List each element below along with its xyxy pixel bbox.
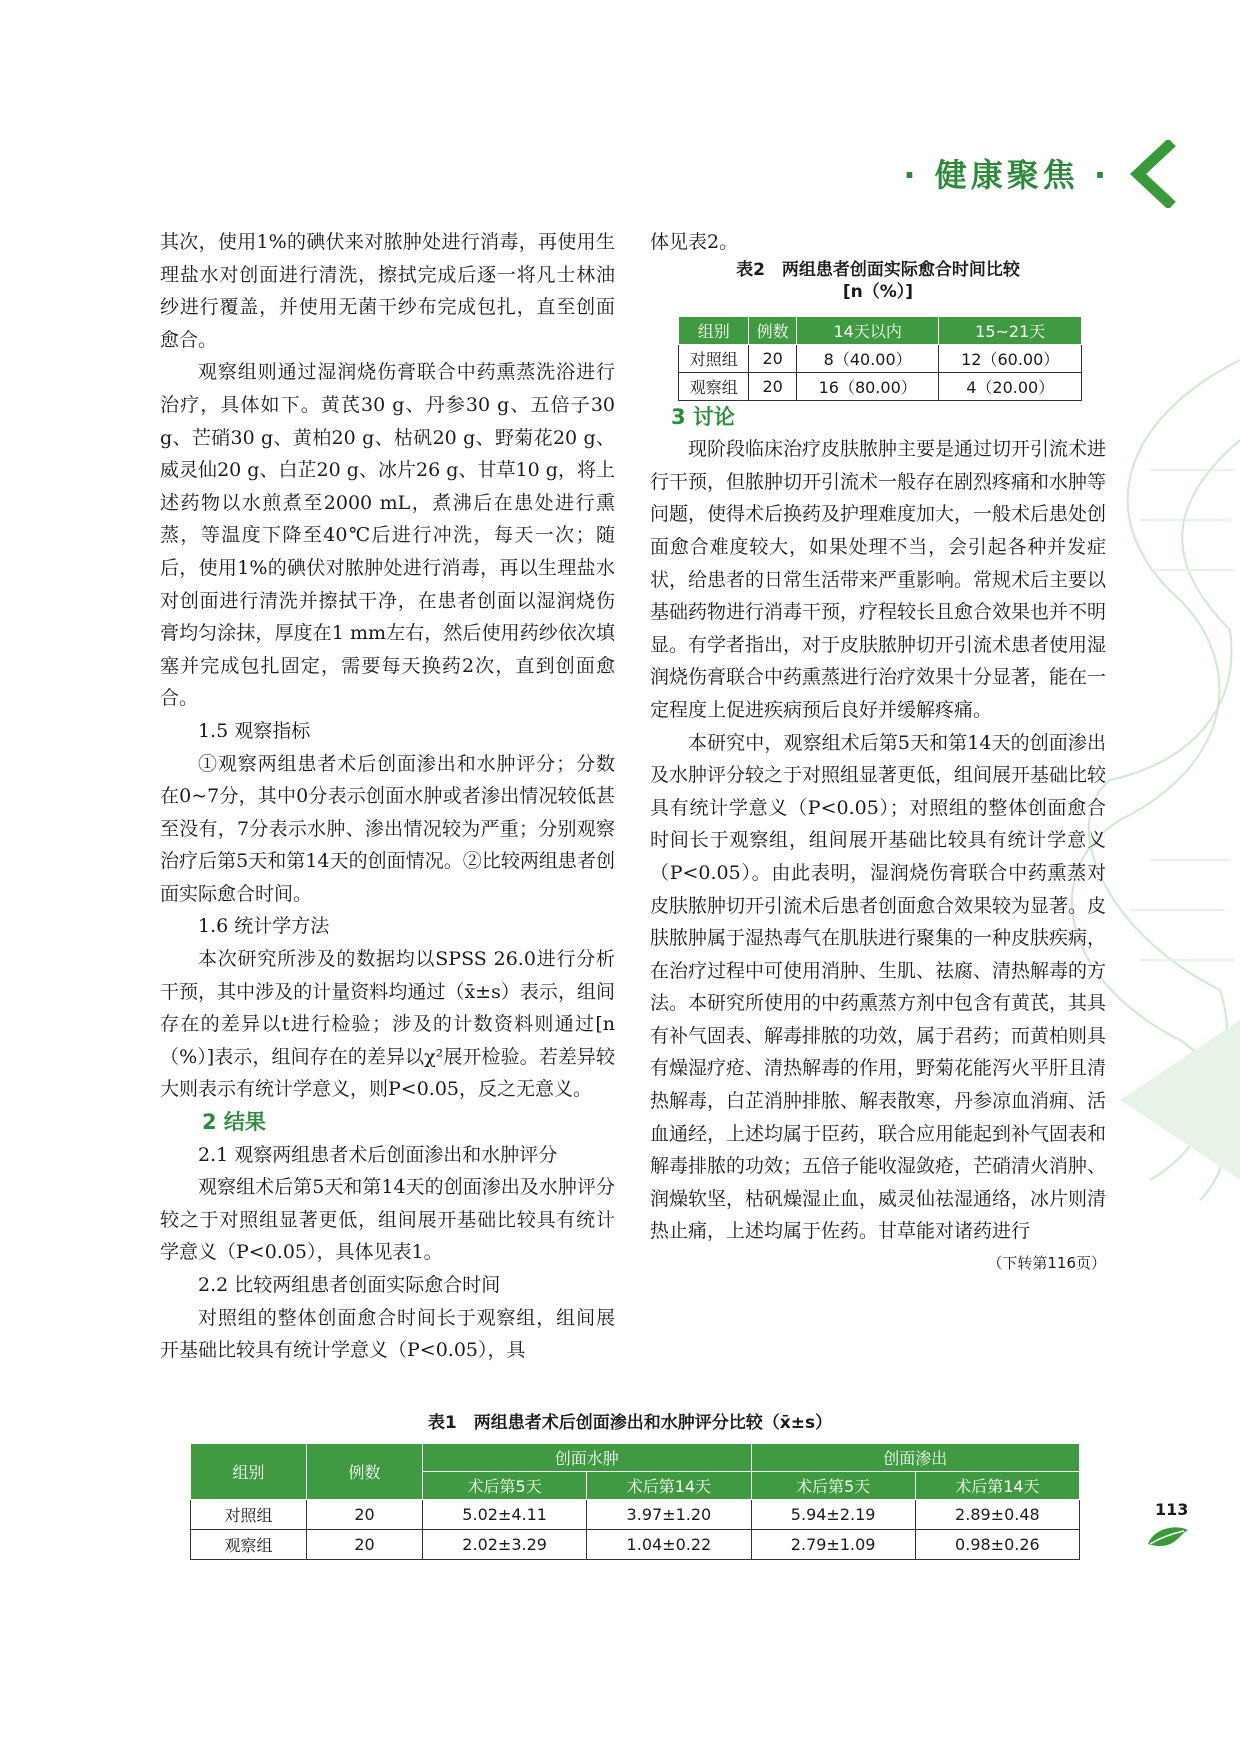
table-cell: 2.89±0.48 [915, 1500, 1079, 1530]
section-3-title: 3 讨论 [671, 404, 735, 429]
table-cell: 20 [307, 1530, 423, 1560]
table-cell: 20 [307, 1500, 423, 1530]
table-header-cell: 术后第14天 [587, 1472, 751, 1500]
chevron-left-icon [1124, 140, 1180, 208]
table-1 [190, 1443, 1080, 1560]
table-cell: 0.98±0.26 [915, 1530, 1079, 1560]
table-header-cell: 术后第5天 [751, 1472, 915, 1500]
paragraph: 本次研究所涉及的数据均以SPSS 26.0进行分析干预，其中涉及的计量资料均通过（x̄±s）表示，组间存在的差异以t进行检验；涉及的计数资料则通过[n（%）]表示，组间存在的差异以χ²展开检验。若差异较大则表示有统计学意义，则P<0.05，反之无意义。 [160, 948, 615, 1101]
table-cell: 16（80.00） [796, 373, 939, 401]
paragraph: 对照组的整体创面愈合时间长于观察组，组间展开基础比较具有统计学意义（P<0.05），具 [160, 1306, 615, 1362]
table-2-caption-title: 表2 两组患者创面实际愈合时间比较 [736, 259, 1020, 280]
table-header-cell: 例数 [749, 317, 796, 345]
paragraph: 其次，使用1%的碘伏来对脓肿处进行消毒，再使用生理盐水对创面进行清洗，擦拭完成后逐一将凡士林油纱进行覆盖，并使用无菌干纱布完成包扎，直至创面愈合。 [160, 231, 615, 351]
table-cell: 12（60.00） [939, 345, 1082, 373]
table-cell: 观察组 [191, 1530, 307, 1560]
paragraph: ①观察两组患者术后创面渗出和水肿评分；分数在0~7分，其中0分表示创面水肿或者渗出情况较低甚至没有，7分表示水肿、渗出情况较为严重；分别观察治疗后第5天和第14天的创面情况。②比较两组患者创面实际愈合时间。 [160, 752, 615, 905]
leaf-icon [1146, 1524, 1190, 1550]
table-row [191, 1500, 1080, 1530]
continued-note: （下转第116页） [987, 1254, 1106, 1273]
table-cell: 2.79±1.09 [751, 1530, 915, 1560]
section-header: · 健康聚焦 · [903, 156, 1110, 194]
paragraph: 体见表2。 [650, 231, 739, 253]
paragraph: 观察组则通过湿润烧伤膏联合中药熏蒸洗浴进行治疗，具体如下。黄芪30 g、丹参30 g、五倍子30 g、芒硝30 g、黄柏20 g、枯矾20 g、野菊花20 g、威灵仙20 g、白芷20 g、冰片26 g、甘草10 g，将上述药物以水煎煮至2000 mL，煮沸后在患处进行熏蒸，等温度下降至40℃后进行冲洗，每天一次；随后，使用1%的碘伏对脓肿处进行消毒，再以生理盐水对创面进行清洗并擦拭干净，在患者创面以湿润烧伤膏均匀涂抹，厚度在1 mm左右，然后使用药纱依次填塞并完成包扎固定，需要每天换药2次，直到创面愈合。 [160, 361, 615, 710]
table-cell: 4（20.00） [939, 373, 1082, 401]
table-cell: 对照组 [191, 1500, 307, 1530]
table-row [679, 373, 1082, 401]
paragraph: 观察组术后第5天和第14天的创面渗出及水肿评分较之于对照组显著更低，组间展开基础比较具有统计学意义（P<0.05），具体见表1。 [160, 1176, 615, 1264]
table-header-cell: 术后第5天 [423, 1472, 587, 1500]
paragraph: 现阶段临床治疗皮肤脓肿主要是通过切开引流术进行干预，但脓肿切开引流术一般存在剧烈疼痛和水肿等问题，使得术后换药及护理难度加大，一般术后患处创面愈合难度较大，如果处理不当，会引起各种并发症状，给患者的日常生活带来严重影响。常规术后主要以基础药物进行消毒干预，疗程较长且愈合效果也并不明显。有学者指出，对于皮肤脓肿切开引流术患者使用湿润烧伤膏联合中药熏蒸进行治疗效果十分显著，能在一定程度上促进疾病预后良好并缓解疼痛。 [650, 438, 1107, 721]
paragraph: 本研究中，观察组术后第5天和第14天的创面渗出及水肿评分较之于对照组显著更低，组间展开基础比较具有统计学意义（P<0.05）；对照组的整体创面愈合时间长于观察组，组间展开基础比较具有统计学意义（P<0.05）。由此表明，湿润烧伤膏联合中药熏蒸对皮肤脓肿切开引流术后患者创面愈合效果较为显著。皮肤脓肿属于湿热毒气在肌肤进行聚集的一种皮肤疾病，在治疗过程中可使用消肿、生肌、祛腐、清热解毒的方法。本研究所使用的中药熏蒸方剂中包含有黄芪，其具有补气固表、解毒排脓的功效，属于君药；而黄柏则具有燥湿疗疮、清热解毒的作用，野菊花能泻火平肝且清热解毒，白芷消肿排脓、解表散寒，丹参凉血消痈、活血通经，上述均属于臣药，联合应用能起到补气固表和解毒排脓的功效；五倍子能收湿敛疮，芒硝清火消肿、润燥软坚，枯矾燥湿止血，威灵仙祛湿通络，冰片则清热止痛，上述均属于佐药。甘草能对诸药进行 [650, 731, 1107, 1243]
table-header-cell: 组别 [191, 1444, 307, 1500]
table-1-caption: 表1 两组患者术后创面渗出和水肿评分比较（x̄±s） [427, 1413, 833, 1433]
table-cell: 3.97±1.20 [587, 1500, 751, 1530]
table-header-cell: 14天以内 [796, 317, 939, 345]
section-2-title: 2 结果 [202, 1110, 266, 1135]
page-number: 113 [1155, 1500, 1189, 1519]
table-cell: 观察组 [679, 373, 749, 401]
table-cell: 1.04±0.22 [587, 1530, 751, 1560]
table-2-caption [650, 259, 1106, 303]
table-cell: 5.02±4.11 [423, 1500, 587, 1530]
table-cell: 5.94±2.19 [751, 1500, 915, 1530]
table-row [191, 1530, 1080, 1560]
section-2-2-title: 2.2 比较两组患者创面实际愈合时间 [198, 1274, 501, 1296]
table-header-cell: 术后第14天 [915, 1472, 1079, 1500]
table-row [679, 345, 1082, 373]
table-header-cell: 15~21天 [939, 317, 1082, 345]
table-cell: 20 [749, 373, 796, 401]
section-1-5-title: 1.5 观察指标 [198, 719, 311, 742]
table-header-row [191, 1444, 1080, 1472]
table-cell: 8（40.00） [796, 345, 939, 373]
table-header-row [679, 317, 1082, 345]
section-1-6-title: 1.6 统计学方法 [198, 915, 330, 938]
table-2 [678, 316, 1082, 401]
table-header-cell: 组别 [679, 317, 749, 345]
table-header-cell: 创面渗出 [751, 1444, 1080, 1472]
table-cell: 20 [749, 345, 796, 373]
section-2-1-title: 2.1 观察两组患者术后创面渗出和水肿评分 [198, 1143, 558, 1166]
table-2-caption-unit: [n（%）] [842, 281, 914, 302]
table-header-cell: 创面水肿 [423, 1444, 752, 1472]
table-cell: 2.02±3.29 [423, 1530, 587, 1560]
table-cell: 对照组 [679, 345, 749, 373]
left-column [160, 226, 615, 1367]
table-header-cell: 例数 [307, 1444, 423, 1500]
